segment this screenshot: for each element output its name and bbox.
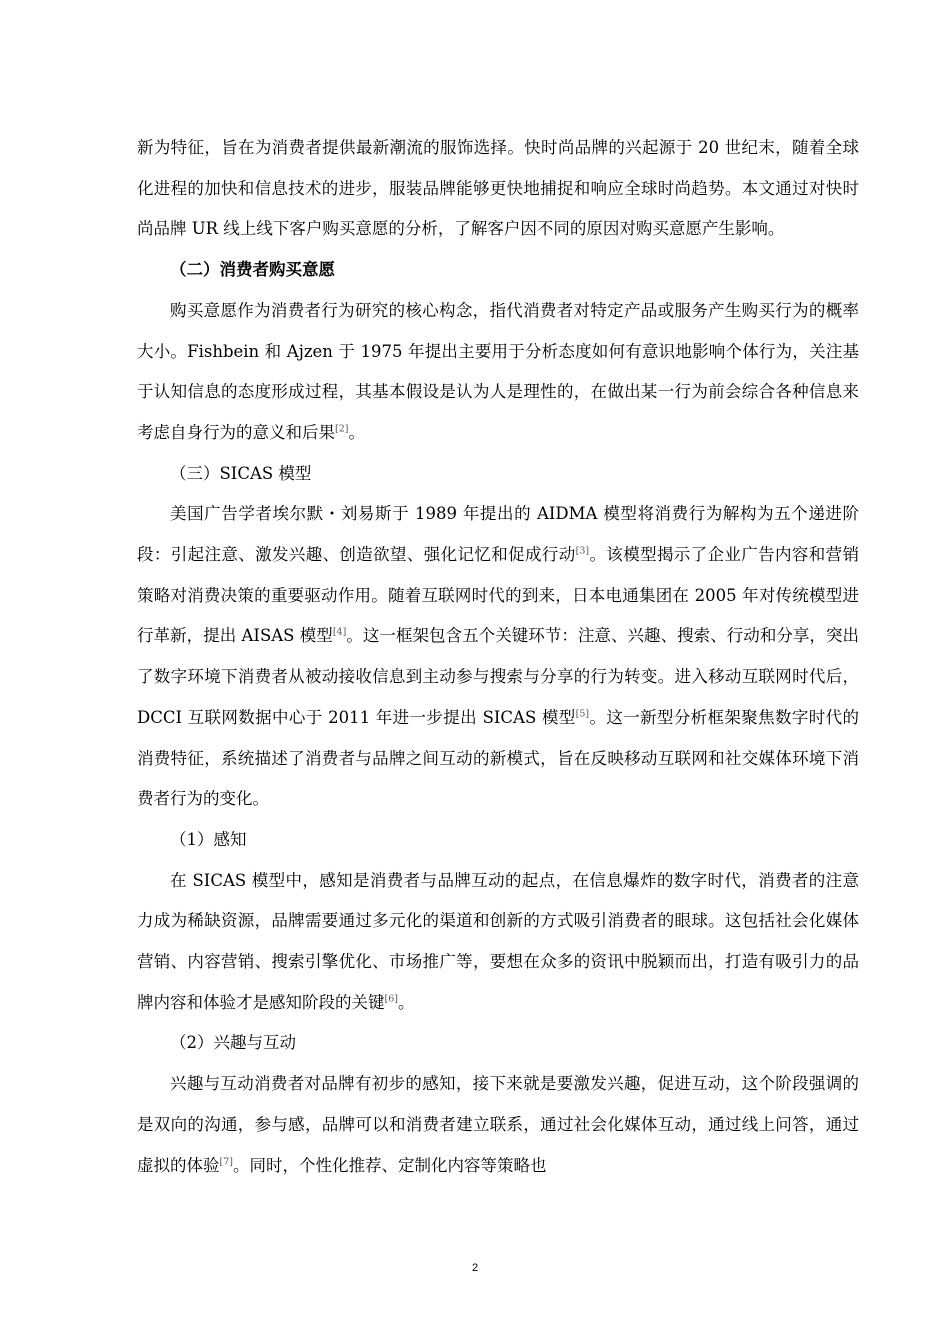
paragraph-text: 。 bbox=[348, 422, 365, 442]
citation-ref: [2] bbox=[335, 423, 349, 435]
paragraph-text: 。 bbox=[397, 992, 415, 1012]
paragraph-interest-interaction bbox=[137, 1064, 859, 1186]
subheading-perception: （1）感知 bbox=[170, 829, 247, 849]
citation-ref: [3] bbox=[575, 545, 590, 557]
paragraph-text: 在 SICAS 模型中，感知是消费者与品牌互动的起点，在信息爆炸的数字时代，消费者的注意力成为稀缺资源，品牌需要通过多元化的渠道和创新的方式吸引消费者的眼球。这包括社会化媒体营销、内容营销、搜索引擎优化、市场推广等，要想在众多的资讯中脱颖而出，打造有吸引力的品牌内容和体验才是感知阶段的关键 bbox=[137, 870, 859, 1012]
section-heading-sicas-model: （三）SICAS 模型 bbox=[170, 463, 312, 483]
subheading-interest-interaction: （2）兴趣与互动 bbox=[170, 1033, 296, 1053]
section-heading-purchase-intention: （二）消费者购买意愿 bbox=[170, 260, 335, 280]
paragraph-text: 兴趣与互动消费者对品牌有初步的感知，接下来就是要激发兴趣，促进互动，这个阶段强调的是双向的沟通，参与感，品牌可以和消费者建立联系，通过社会化媒体互动，通过线上问答，通过虚拟的体验 bbox=[137, 1074, 859, 1175]
paragraph-text: 美国广告学者埃尔默・刘易斯于 1989 年提出的 AIDMA 模型将消费行为解构为五个递进阶段：引起注意、激发兴趣、创造欲望、强化记忆和促成行动 bbox=[137, 504, 859, 565]
paragraph-sicas-model bbox=[137, 494, 859, 820]
citation-ref: [4] bbox=[332, 626, 347, 638]
paragraph-text: 购买意愿作为消费者行为研究的核心构念，指代消费者对特定产品或服务产生购买行为的概率大小。Fishbein 和 Ajzen 于 1975 年提出主要用于分析态度如何有意识地影响个体行为，关注基于认知信息的态度形成过程，其基本假设是认为人是理性的，在做出某一行为前会综合各种信息来考虑自身行为的意义和后果 bbox=[137, 300, 859, 442]
citation-ref: [5] bbox=[575, 708, 590, 720]
page-number: 2 bbox=[471, 1262, 479, 1274]
page-body bbox=[137, 128, 859, 1186]
paragraph-purchase-intention bbox=[137, 291, 859, 454]
paragraph-text: 。这一框架包含五个关键环节：注意、兴趣、搜索、行动和分享，突出了数字环境下消费者从被动接收信息到主动参与搜索与分享的行为转变。进入移动互联网时代后，DCCI 互联网数据中心于 2011 年进一步提出 SICAS 模型 bbox=[137, 626, 860, 727]
paragraph-text: 。同时，个性化推荐、定制化内容等策略也 bbox=[232, 1155, 547, 1175]
paragraph-text: 。该模型揭示了企业广告内容和营销策略对消费决策的重要驱动作用。随着互联网时代的到来，日本电通集团在 2005 年对传统模型进行革新，提出 AISAS 模型 bbox=[137, 545, 860, 646]
paragraph-text: 。这一新型分析框架聚焦数字时代的消费特征，系统描述了消费者与品牌之间互动的新模式，旨在反映移动互联网和社交媒体环境下消费者行为的变化。 bbox=[137, 707, 859, 809]
paragraph-fast-fashion-intro: 新为特征，旨在为消费者提供最新潮流的服饰选择。快时尚品牌的兴起源于 20 世纪末，随着全球化进程的加快和信息技术的进步，服装品牌能够更快地捕捉和响应全球时尚趋势。本文通过对快时尚品牌 UR 线上线下客户购买意愿的分析，了解客户因不同的原因对购买意愿产生影响。 bbox=[137, 138, 859, 239]
paragraph-perception bbox=[137, 861, 859, 1024]
citation-ref: [7] bbox=[219, 1156, 233, 1168]
citation-ref: [6] bbox=[384, 993, 398, 1005]
